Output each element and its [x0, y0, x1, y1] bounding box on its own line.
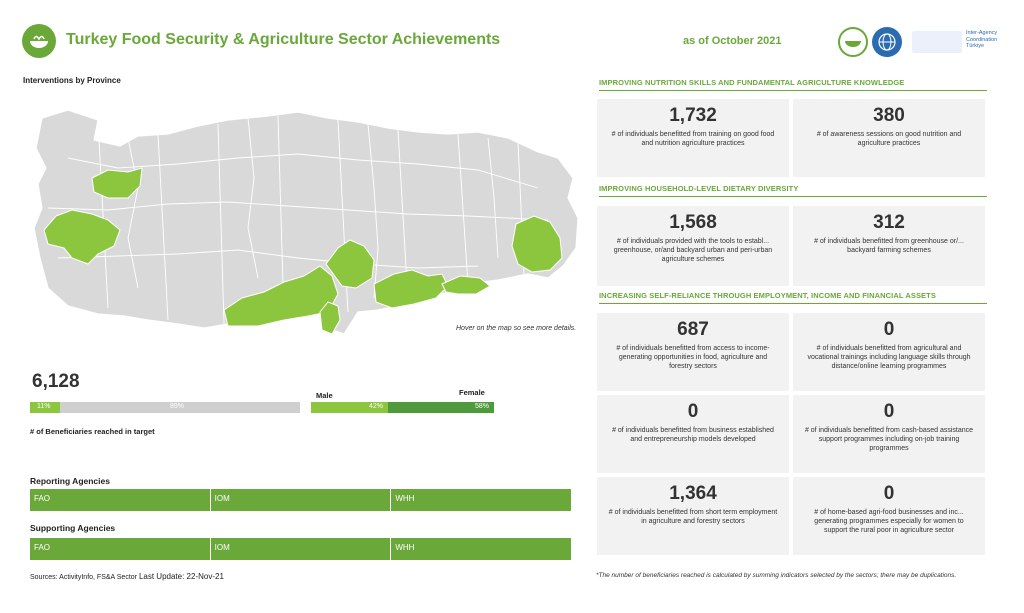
- kpi-value: 687: [677, 319, 709, 340]
- un-logo: [872, 27, 902, 57]
- total-beneficiaries: 6,128: [32, 371, 80, 392]
- supporting-agencies-title: Supporting Agencies: [30, 523, 116, 533]
- in-target-pct: 11%: [37, 403, 51, 410]
- supporting-agency-whh[interactable]: WHH: [391, 538, 571, 560]
- reporting-agency-iom[interactable]: IOM: [211, 489, 392, 511]
- kpi-desc: # of individuals provided with the tools to establ... greenhouse, or/and backyard urban and peri-urban agriculture schemes: [613, 238, 773, 264]
- kpi-card: [793, 477, 985, 555]
- kpi-value: 0: [883, 319, 895, 340]
- supporting-agency-iom[interactable]: IOM: [211, 538, 392, 560]
- turkey-map-svg[interactable]: [28, 98, 588, 338]
- kpi-value: 1,364: [669, 483, 717, 504]
- last-update: Last Update: 22-Nov-21: [138, 572, 224, 581]
- out-target-pct: 89%: [170, 403, 185, 410]
- sources: [30, 572, 224, 581]
- reporting-agency-fao[interactable]: FAO: [30, 489, 211, 511]
- female-label: Female: [459, 388, 485, 397]
- kpi-desc: # of individuals benefitted from business established and entrepreneurship models developed: [612, 427, 774, 444]
- kpi-card: [793, 206, 985, 286]
- header: [0, 0, 1024, 78]
- kpi-card: [597, 477, 789, 555]
- female-pct: 58%: [475, 403, 490, 410]
- kpi-card: [597, 99, 789, 177]
- kpi-card: [597, 206, 789, 286]
- kpi-desc: # of awareness sessions on good nutrition and agriculture practices: [816, 131, 962, 148]
- report-date: as of October 2021: [683, 35, 782, 47]
- supporting-agencies-row: [30, 538, 571, 560]
- section-heading-dietary: IMPROVING HOUSEHOLD-LEVEL DIETARY DIVERSITY: [599, 184, 987, 197]
- supporting-agency-fao[interactable]: FAO: [30, 538, 211, 560]
- section-heading-self-reliance: INCREASING SELF-RELIANCE THROUGH EMPLOYMENT, INCOME AND FINANCIAL ASSETS: [599, 291, 987, 304]
- sources-label: Sources: ActivityInfo, FS&A Sector: [30, 574, 137, 581]
- kpi-desc: # of individuals benefitted from access to income-generating opportunities in food, agriculture and forestry sectors: [616, 345, 770, 371]
- kpi-value: 1,568: [669, 212, 717, 233]
- kpi-card: [597, 395, 789, 473]
- kpi-value: 1,732: [669, 105, 717, 126]
- section-heading-nutrition: IMPROVING NUTRITION SKILLS AND FUNDAMENTAL AGRICULTURE KNOWLEDGE: [599, 78, 987, 91]
- partner-text: Inter-Agency Coordination Türkiye: [966, 30, 998, 50]
- male-pct: 42%: [369, 403, 384, 410]
- bowl-icon: [844, 36, 862, 48]
- kpi-card: [597, 313, 789, 391]
- kpi-desc: # of individuals benefitted from greenhouse or/... backyard farming schemes: [814, 238, 964, 255]
- kpi-desc: # of individuals benefitted from cash-based assistance support programmes including on-job training programmes: [804, 427, 974, 453]
- kpi-desc: # of individuals benefitted from agricultural and vocational trainings including language skills through distance/online learning programmes: [807, 345, 971, 371]
- kpi-card: [793, 313, 985, 391]
- reporting-agencies-row: [30, 489, 571, 511]
- partner-wordmark: [912, 31, 962, 53]
- globe-icon: [876, 31, 898, 53]
- map-title: Interventions by Province: [23, 76, 121, 85]
- beneficiaries-caption: # of Beneficiaries reached in target: [30, 427, 155, 436]
- gender-bar[interactable]: [311, 402, 494, 413]
- province-map[interactable]: [28, 98, 588, 338]
- kpi-value: 0: [883, 401, 895, 422]
- kpi-value: 0: [687, 401, 699, 422]
- page-title: Turkey Food Security & Agriculture Sector Achievements: [66, 31, 501, 48]
- reporting-agencies-title: Reporting Agencies: [30, 476, 110, 486]
- kpi-desc: # of home-based agri-food businesses and inc... generating programmes especially for women to support the rural poor in agriculture sector: [814, 509, 964, 535]
- kpi-card: [793, 99, 985, 177]
- kpi-value: 380: [873, 105, 905, 126]
- reporting-agency-whh[interactable]: WHH: [391, 489, 571, 511]
- kpi-desc: # of individuals benefitted from training on good food and nutrition agriculture practices: [611, 131, 775, 148]
- map-hint: Hover on the map so see more details.: [456, 325, 577, 332]
- kpi-desc: # of individuals benefitted from short term employment in agriculture and forestry sectors: [608, 509, 778, 526]
- bowl-icon: [28, 33, 50, 49]
- sector-partner-logo: [838, 27, 868, 57]
- footnote: *The number of beneficiaries reached is calculated by summing indicators selected by the sectors; there may be duplications.: [596, 572, 957, 579]
- sector-logo: [22, 24, 56, 58]
- kpi-value: 312: [873, 212, 905, 233]
- kpi-value: 0: [883, 483, 895, 504]
- male-label: Male: [316, 391, 333, 400]
- kpi-card: [793, 395, 985, 473]
- target-bar[interactable]: [30, 402, 300, 413]
